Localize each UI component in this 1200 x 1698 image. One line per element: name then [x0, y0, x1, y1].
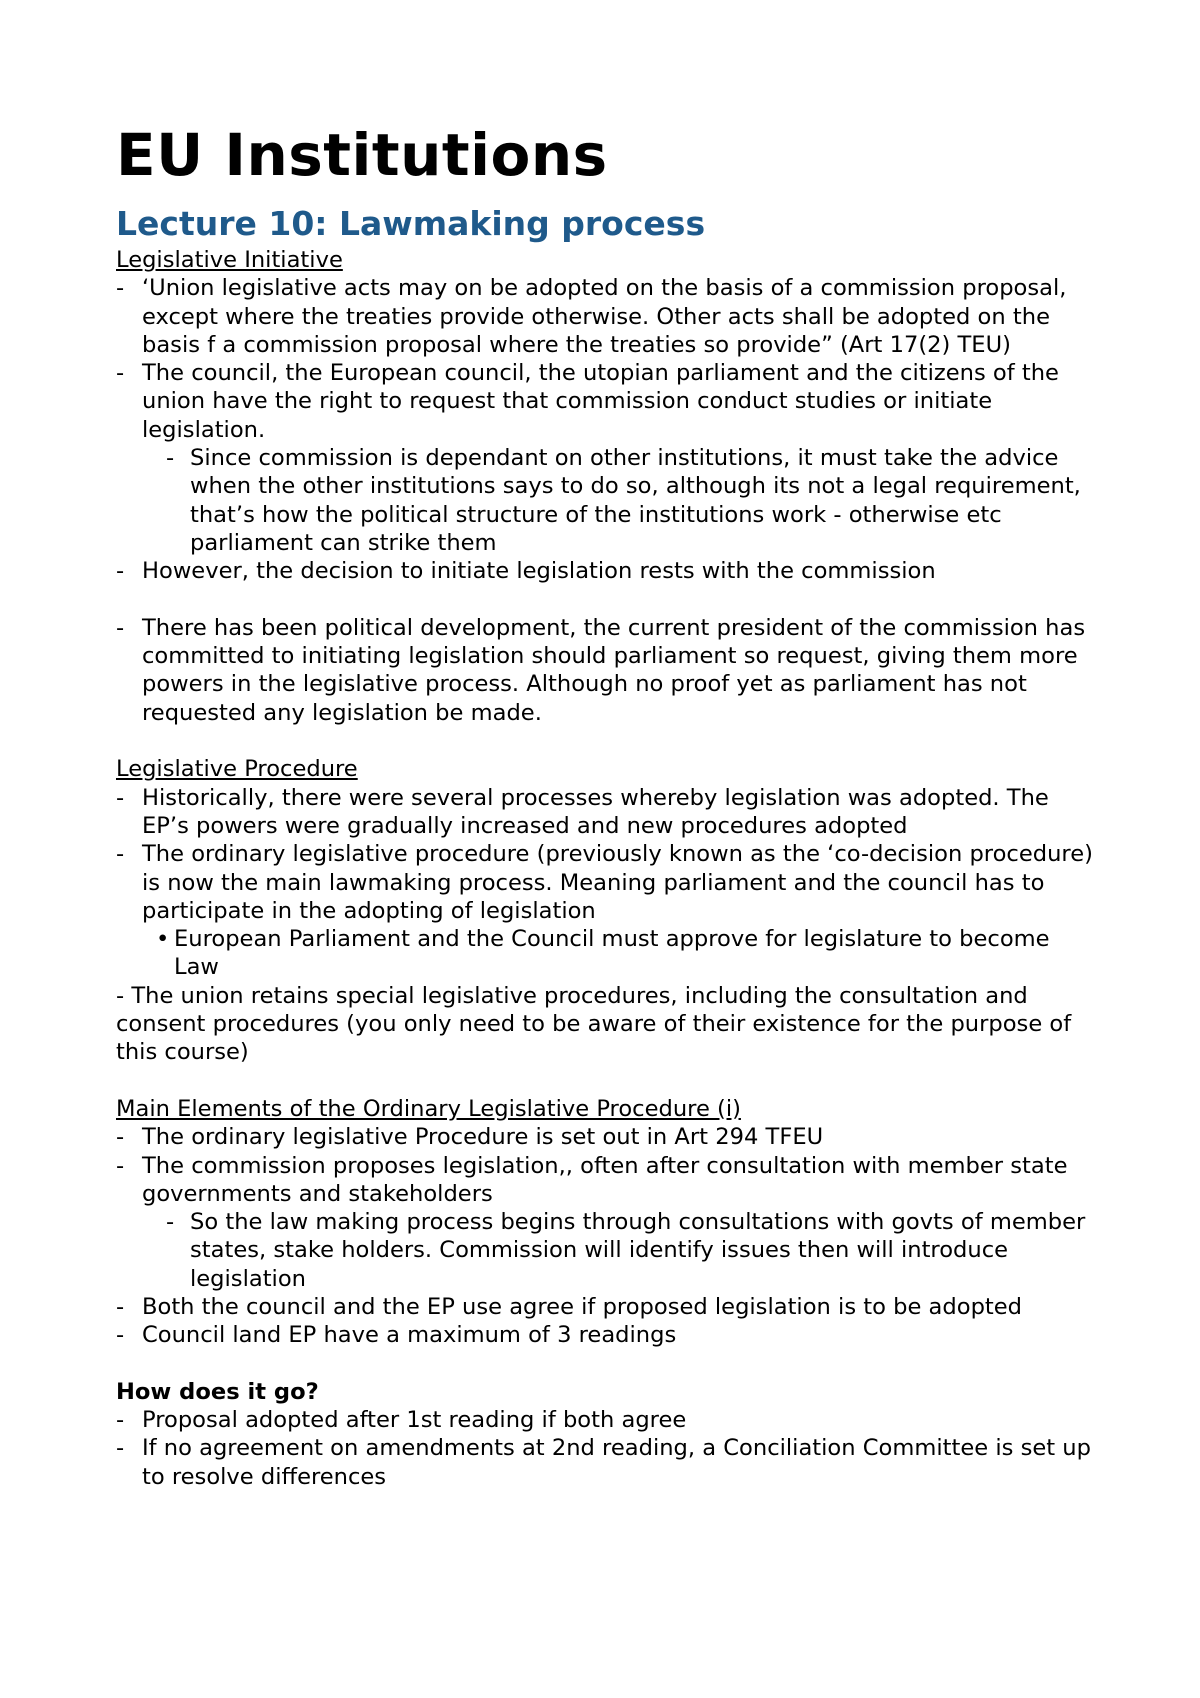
page-title: EU Institutions	[116, 121, 608, 189]
list-item	[116, 1152, 1096, 1293]
document-content	[116, 118, 1096, 1491]
document-body	[116, 246, 1096, 1491]
list-item: - Historically, there were several processes whereby legislation was adopted. The EP’s powers were gradually increased and new procedures adopted	[116, 784, 1096, 841]
lecture-subtitle: Lecture 10: Lawmaking process	[116, 204, 706, 243]
spacer	[116, 586, 1096, 614]
section-heading-howgo: How does it go?	[116, 1378, 319, 1405]
list-item: - So the law making process begins through consultations with govts of member states, stake holders. Commission will identify issues then will introduce legislation	[116, 1208, 1096, 1293]
list-item-text: The commission proposes legislation,, often after consultation with member state governments and stakeholders	[142, 1152, 1068, 1207]
list-item	[116, 359, 1096, 557]
list-item: - However, the decision to initiate legislation rests with the commission	[116, 557, 1096, 585]
list-item: - Council land EP have a maximum of 3 readings	[116, 1321, 1096, 1349]
list-item: - Proposal adopted after 1st reading if both agree	[116, 1406, 1096, 1434]
initiative-sublist	[116, 444, 1096, 557]
list-item: • European Parliament and the Council must approve for legislature to become Law	[116, 925, 1096, 982]
initiative-list-2	[116, 614, 1096, 727]
list-item: - There has been political development, the current president of the commission has committed to initiating legislation should parliament so request, giving them more powers in the legislative process. Although no proof yet as parliament has not requested any legislation be made.	[116, 614, 1096, 727]
spacer	[116, 1350, 1096, 1378]
howgo-list	[116, 1406, 1096, 1491]
list-item	[116, 840, 1096, 981]
elements-sublist	[116, 1208, 1096, 1293]
procedure-bullet-list	[116, 925, 1096, 982]
list-item: - If no agreement on amendments at 2nd reading, a Conciliation Committee is set up to resolve differences	[116, 1434, 1096, 1491]
spacer	[116, 727, 1096, 755]
list-item: - Both the council and the EP use agree if proposed legislation is to be adopted	[116, 1293, 1096, 1321]
elements-list	[116, 1123, 1096, 1349]
initiative-list	[116, 274, 1096, 585]
list-item: - ‘Union legislative acts may on be adopted on the basis of a commission proposal, except where the treaties provide otherwise. Other acts shall be adopted on the basis f a commission proposal where the treaties so provide” (Art 17(2) TEU)	[116, 274, 1096, 359]
list-item-text: The ordinary legislative procedure (previously known as the ‘co-decision procedure) is now the main lawmaking process. Meaning parliament and the council has to participate in the adopting of legislation	[142, 841, 1093, 924]
procedure-paragraph: - The union retains special legislative procedures, including the consultation and consent procedures (you only need to be aware of their existence for the purpose of this course)	[116, 982, 1072, 1066]
spacer	[116, 1067, 1096, 1095]
list-item: - Since commission is dependant on other institutions, it must take the advice when the other institutions says to do so, although its not a legal requirement, that’s how the political structure of the institutions work - otherwise etc parliament can strike them	[116, 444, 1096, 557]
section-heading-elements: Main Elements of the Ordinary Legislative Procedure (i)	[116, 1095, 741, 1122]
list-item: - The ordinary legislative Procedure is set out in Art 294 TFEU	[116, 1123, 1096, 1151]
section-heading-procedure: Legislative Procedure	[116, 756, 358, 783]
list-item-text: The council, the European council, the utopian parliament and the citizens of the union have the right to request that commission conduct studies or initiate legislation.	[142, 360, 1059, 443]
section-heading-initiative: Legislative Initiative	[116, 247, 343, 273]
procedure-list	[116, 784, 1096, 982]
